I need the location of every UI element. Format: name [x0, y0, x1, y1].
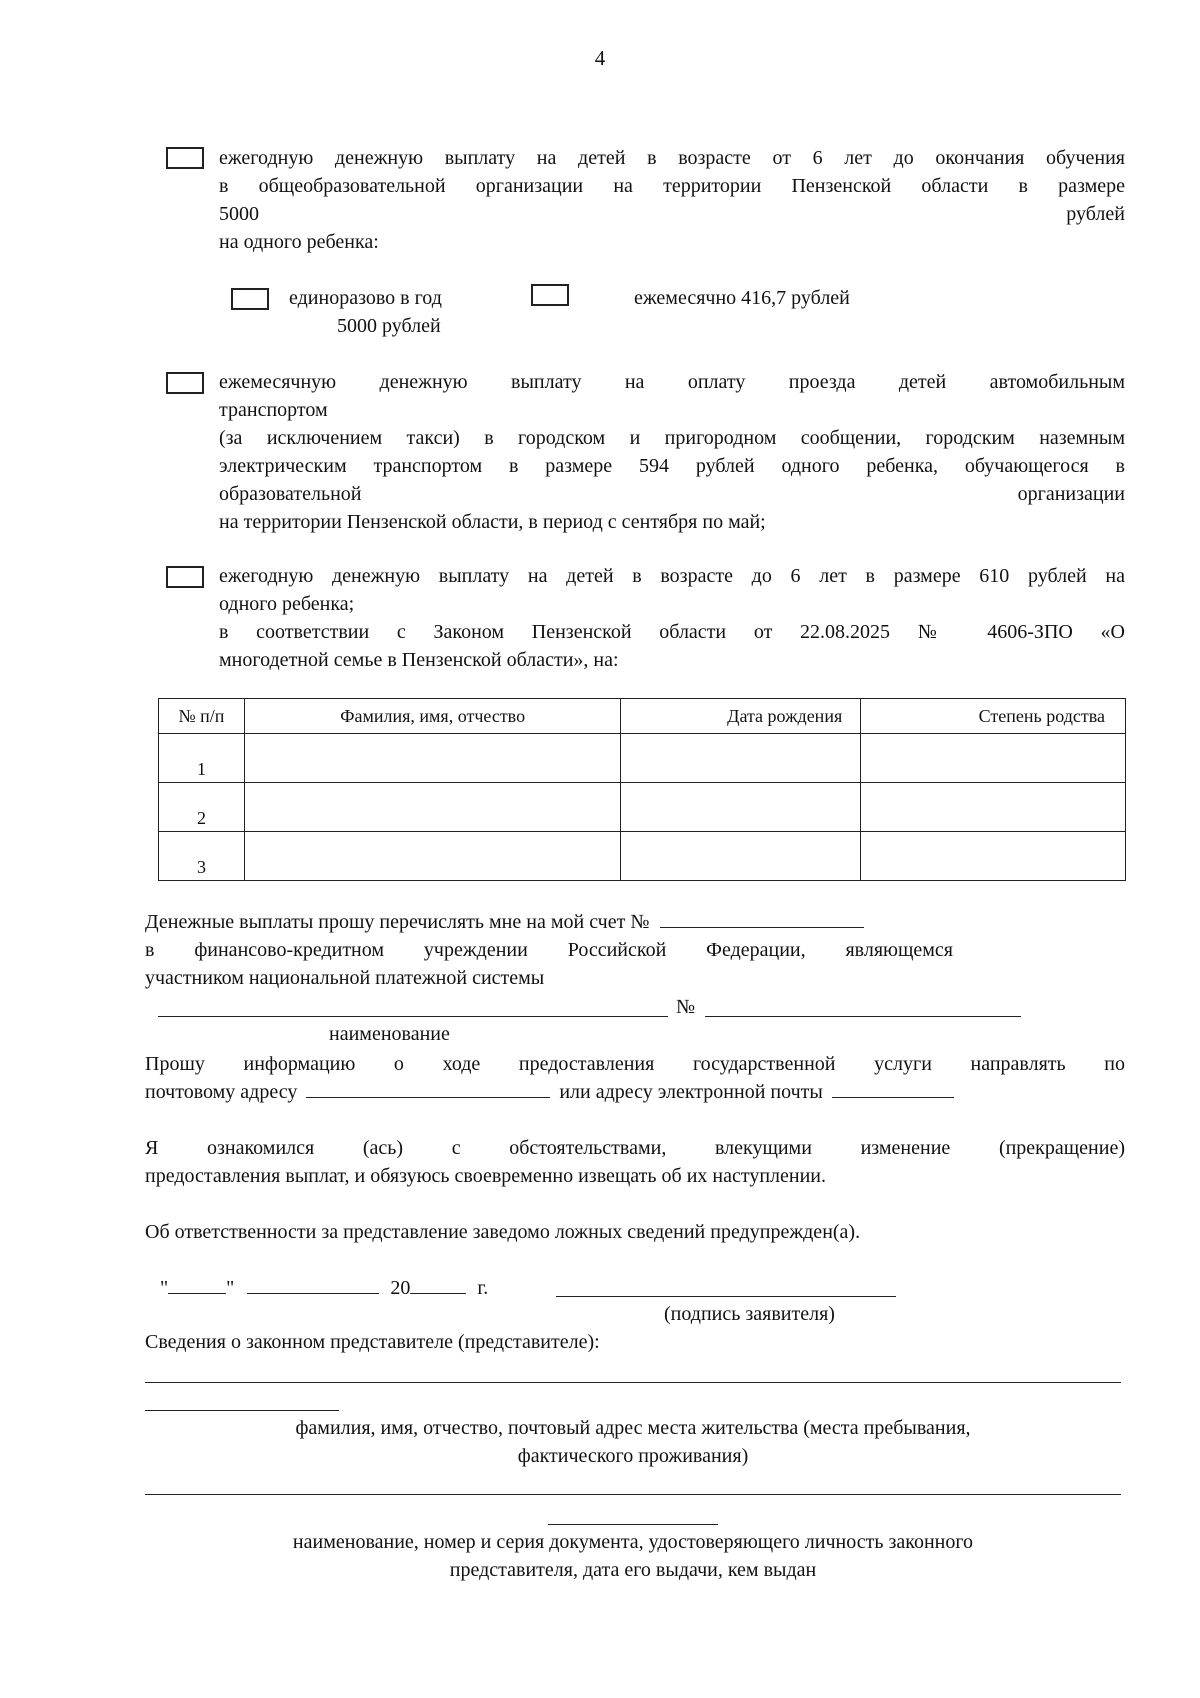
bank-name-field[interactable] [158, 1016, 668, 1017]
bank-number-sign: № [676, 996, 696, 1018]
cell-relation[interactable] [861, 783, 1126, 832]
ack-line1: Я ознакомился (ась) с обстоятельствами, влекущими изменение (прекращение) [145, 1137, 1125, 1159]
header-number: № п/п [159, 699, 245, 734]
postal-label: почтовому адресу [145, 1081, 298, 1103]
option2-line2: транспортом [219, 399, 328, 421]
cell-birth-date[interactable] [621, 832, 861, 881]
representative-heading: Сведения о законном представителе (представителе): [145, 1331, 600, 1353]
option2-line3: (за исключением такси) в городском и пригородном сообщении, городским наземным [219, 427, 1125, 449]
children-table [158, 698, 1126, 881]
option1-line1: ежегодную денежную выплату на детей в возрасте от 6 лет до окончания обучения [219, 147, 1125, 169]
email-field[interactable] [832, 1079, 954, 1098]
option2-line1: ежемесячную денежную выплату на оплату проезда детей автомобильным [219, 371, 1125, 393]
sub-option-monthly-label: ежемесячно 416,7 рублей [634, 287, 850, 309]
table-header-row [159, 699, 1126, 734]
representative-name-field-continued[interactable] [145, 1410, 339, 1411]
liability-notice: Об ответственности за представление заведомо ложных сведений предупрежден(а). [145, 1221, 861, 1243]
account-line1 [145, 908, 1005, 936]
table-row [159, 734, 1126, 783]
option-annual-payment-6-plus [219, 144, 1125, 256]
checkbox-once-a-year[interactable] [231, 288, 269, 310]
month-field[interactable] [247, 1275, 379, 1294]
option3-line1: ежегодную денежную выплату на детей в возрасте до 6 лет в размере 610 рублей на [219, 565, 1125, 587]
bank-name-caption: наименование [329, 1023, 450, 1045]
cell-relation[interactable] [861, 734, 1126, 783]
cell-number: 2 [159, 783, 245, 832]
signature-caption: (подпись заявителя) [664, 1303, 835, 1325]
representative-name-caption [145, 1414, 1121, 1470]
cell-birth-date[interactable] [621, 783, 861, 832]
table-row [159, 832, 1126, 881]
year-field[interactable] [410, 1275, 466, 1294]
option-monthly-transport [219, 368, 1125, 536]
header-birth-date: Дата рождения [621, 699, 861, 734]
account-section [145, 908, 1005, 992]
day-field[interactable] [168, 1275, 226, 1294]
year-suffix: г. [477, 1277, 489, 1299]
representative-name-field[interactable] [145, 1382, 1121, 1383]
option1-line2: в общеобразовательной организации на территории Пензенской области в размере [219, 175, 1125, 197]
checkbox-monthly-transport[interactable] [166, 372, 204, 394]
option2-line5-left: образовательной [219, 483, 362, 505]
caption1-line2: фактического проживания) [517, 1445, 749, 1467]
cell-number: 3 [159, 832, 245, 881]
day-quote-open: " [160, 1277, 169, 1299]
cell-full-name[interactable] [244, 832, 621, 881]
option1-currency: рублей [1066, 203, 1125, 225]
sub-option-once-amount: 5000 рублей [337, 315, 441, 337]
option2-line5 [219, 480, 1125, 508]
account-line3: участником национальной платежной системы [145, 967, 545, 989]
account-line2: в финансово-кредитном учреждении Российской Федерации, являющемся [145, 939, 953, 961]
caption2-line2: представителя, дата его выдачи, кем выдан [449, 1559, 817, 1581]
option3-line2: одного ребенка; [219, 593, 355, 615]
cell-relation[interactable] [861, 832, 1126, 881]
bank-number-field[interactable] [705, 1016, 1021, 1017]
header-relation: Степень родства [861, 699, 1126, 734]
option2-line5-right: организации [1017, 483, 1125, 505]
ack-line2: предоставления выплат, и обязуюсь своевременно извещать об их наступлении. [145, 1165, 827, 1187]
representative-document-caption [145, 1528, 1121, 1584]
representative-document-field-continued[interactable] [548, 1524, 718, 1525]
account-number-field[interactable] [660, 909, 864, 928]
option2-line6: на территории Пензенской области, в период с сентября по май; [219, 511, 766, 533]
cell-birth-date[interactable] [621, 734, 861, 783]
option1-line3 [219, 200, 1125, 228]
option1-line4: на одного ребенка: [219, 231, 379, 253]
option3-line3: в соответствии с Законом Пензенской области от 22.08.2025 № 4606-ЗПО «О [219, 621, 1125, 643]
checkbox-annual-payment-under-6[interactable] [166, 566, 204, 588]
cell-full-name[interactable] [244, 783, 621, 832]
day-quote-close: " [226, 1277, 235, 1299]
caption2-line1: наименование, номер и серия документа, удостоверяющего личность законного [292, 1531, 974, 1553]
year-prefix: 20 [390, 1277, 411, 1299]
table-row [159, 783, 1126, 832]
postal-address-field[interactable] [306, 1079, 550, 1098]
sub-option-once-label: единоразово в год [289, 287, 442, 309]
page-number: 4 [594, 46, 606, 70]
option-annual-payment-under-6 [219, 562, 1125, 674]
info-delivery-section [145, 1050, 1125, 1106]
checkbox-monthly[interactable] [531, 284, 569, 306]
header-full-name: Фамилия, имя, отчество [244, 699, 621, 734]
representative-document-field[interactable] [145, 1494, 1121, 1495]
option1-amount: 5000 [219, 203, 259, 225]
signature-field[interactable] [556, 1296, 896, 1297]
acknowledgement [145, 1134, 1125, 1190]
cell-full-name[interactable] [244, 734, 621, 783]
account-label: Денежные выплаты прошу перечислять мне на мой счет № [145, 911, 650, 933]
date-line [160, 1274, 488, 1302]
checkbox-annual-payment-6-plus[interactable] [166, 147, 204, 169]
cell-number: 1 [159, 734, 245, 783]
info-line2 [145, 1078, 1125, 1106]
info-line1: Прошу информацию о ходе предоставления государственной услуги направлять по [145, 1053, 1125, 1075]
option3-line4: многодетной семье в Пензенской области», на: [219, 649, 619, 671]
caption1-line1: фамилия, имя, отчество, почтовый адрес места жительства (места пребывания, [295, 1417, 971, 1439]
email-label: или адресу электронной почты [559, 1081, 823, 1103]
option2-line4: электрическим транспортом в размере 594 рублей одного ребенка, обучающегося в [219, 455, 1125, 477]
